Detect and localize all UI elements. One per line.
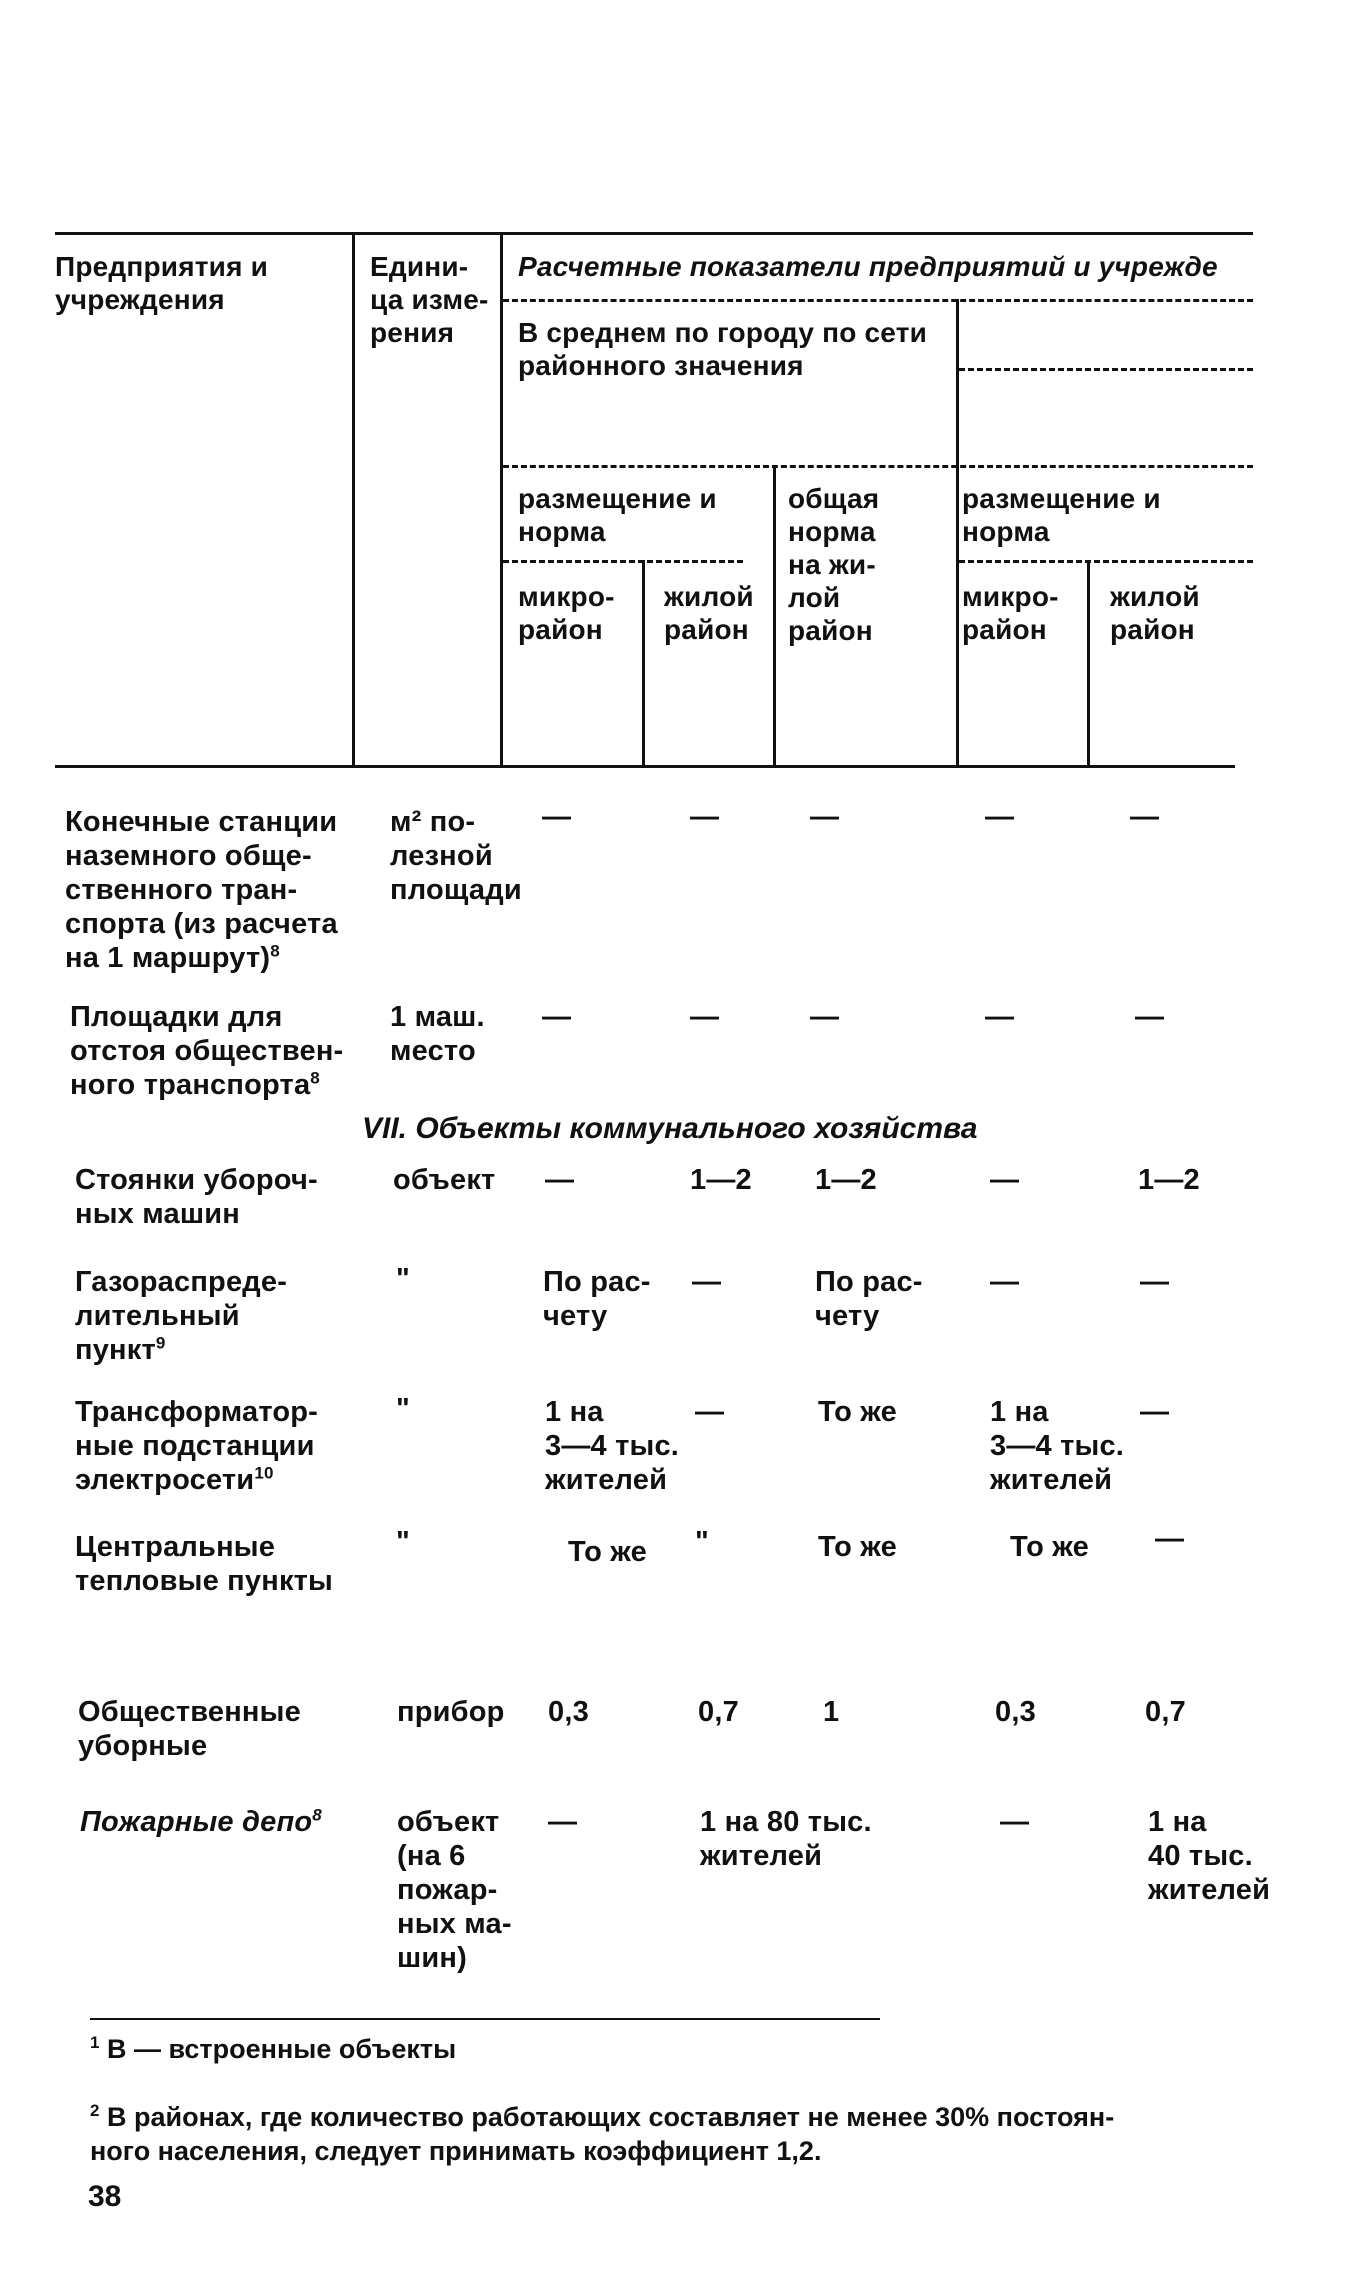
cell-value: —	[990, 1164, 1020, 1196]
row-name: Стоянки убороч- ных машин	[75, 1164, 318, 1230]
row-name: Трансформатор- ные подстанции электросети$^{10}$	[75, 1396, 319, 1496]
cell-value: 0,7	[698, 1696, 739, 1728]
column-divider	[642, 560, 645, 768]
cell-value: —	[1140, 1396, 1170, 1428]
cell-value: 1—2	[815, 1164, 877, 1196]
header-indicators: Расчетные показатели предприятий и учрежде	[518, 251, 1218, 282]
column-divider	[500, 232, 503, 768]
cell-value: —	[548, 1806, 578, 1838]
header-residential-2: жилой район	[1110, 581, 1200, 645]
footnote-rule	[90, 2018, 880, 2020]
header-divider	[503, 560, 743, 563]
row-unit: 1 маш. место	[390, 1001, 485, 1067]
row-unit: м² по- лезной площади	[390, 806, 522, 906]
row-name: Центральные тепловые пункты	[75, 1531, 334, 1597]
row-unit: "	[396, 1526, 410, 1558]
cell-value: —	[1130, 801, 1160, 833]
footnote: $^1$ В — встроенные объекты	[90, 2033, 457, 2064]
cell-value: 0,7	[1145, 1696, 1186, 1728]
cell-value: То же	[818, 1396, 897, 1428]
cell-value: —	[1000, 1806, 1030, 1838]
row-name: Пожарные депо$^8$	[80, 1805, 322, 1838]
header-city-average: В среднем по городу по сети районного значения	[518, 317, 928, 381]
cell-value: —	[1155, 1523, 1185, 1555]
footnote: $^2$ В районах, где количество работающих составляет не менее 30% постоян- ного населения, следует принимать коэффициент 1,2.	[90, 2101, 1115, 2166]
cell-value: —	[1135, 1001, 1165, 1033]
cell-value: —	[542, 1001, 572, 1033]
cell-value: 1 на 40 тыс. жителей	[1148, 1806, 1271, 1906]
cell-value: По рас- чету	[543, 1266, 651, 1332]
cell-value: —	[810, 1001, 840, 1033]
header-bottom-rule	[55, 765, 1235, 768]
header-residential-1: жилой район	[664, 581, 754, 645]
cell-value: 1 на 3—4 тыс. жителей	[990, 1396, 1125, 1496]
cell-value: 1—2	[690, 1164, 752, 1196]
header-microdistrict-2: микро- район	[962, 581, 1059, 645]
cell-value: —	[690, 801, 720, 833]
cell-value: —	[692, 1266, 722, 1298]
header-enterprises: Предприятия и учреждения	[55, 251, 268, 315]
cell-value: То же	[568, 1536, 647, 1568]
row-name: Общественные уборные	[78, 1696, 301, 1762]
cell-value: —	[545, 1164, 575, 1196]
header-divider	[503, 465, 1253, 468]
row-unit: "	[396, 1263, 410, 1295]
cell-value: 1	[823, 1696, 840, 1728]
cell-value: 1 на 80 тыс. жителей	[700, 1806, 872, 1872]
header-general-norm: общая норма на жи- лой район	[788, 483, 880, 646]
column-divider	[1087, 560, 1090, 768]
column-divider	[352, 232, 355, 768]
row-unit: прибор	[397, 1696, 505, 1728]
row-unit: объект (на 6 пожар- ных ма- шин)	[397, 1806, 512, 1974]
cell-value: "	[695, 1526, 709, 1558]
header-unit: Едини- ца изме- рения	[370, 251, 489, 348]
header-divider	[503, 299, 1253, 302]
cell-value: —	[990, 1266, 1020, 1298]
cell-value: 0,3	[548, 1696, 589, 1728]
header-placement-norm-2: размещение и норма	[962, 483, 1161, 547]
row-unit: объект	[393, 1164, 496, 1196]
column-divider	[773, 468, 776, 768]
header-microdistrict-1: микро- район	[518, 581, 615, 645]
row-unit: "	[396, 1393, 410, 1425]
header-placement-norm-1: размещение и норма	[518, 483, 717, 547]
cell-value: —	[985, 801, 1015, 833]
cell-value: —	[690, 1001, 720, 1033]
cell-value: —	[1140, 1266, 1170, 1298]
row-name: Площадки для отстоя обществен- ного транспорта$^8$	[70, 1001, 344, 1101]
cell-value: —	[542, 801, 572, 833]
row-name: Газораспреде- лительный пункт$^9$	[75, 1266, 288, 1366]
cell-value: То же	[1010, 1531, 1089, 1563]
cell-value: 1 на 3—4 тыс. жителей	[545, 1396, 680, 1496]
row-name: Конечные станции наземного обще- ственного тран- спорта (из расчета на 1 маршрут)$^8$	[65, 806, 338, 974]
header-divider	[959, 368, 1253, 371]
section-title: VII. Объекты коммунального хозяйства	[362, 1112, 978, 1145]
page-number: 38	[88, 2180, 122, 2213]
header-divider	[959, 560, 1253, 563]
cell-value: То же	[818, 1531, 897, 1563]
cell-value: 1—2	[1138, 1164, 1200, 1196]
table-top-rule	[55, 232, 1253, 235]
cell-value: 0,3	[995, 1696, 1036, 1728]
cell-value: —	[810, 801, 840, 833]
cell-value: По рас- чету	[815, 1266, 923, 1332]
cell-value: —	[695, 1396, 725, 1428]
cell-value: —	[985, 1001, 1015, 1033]
